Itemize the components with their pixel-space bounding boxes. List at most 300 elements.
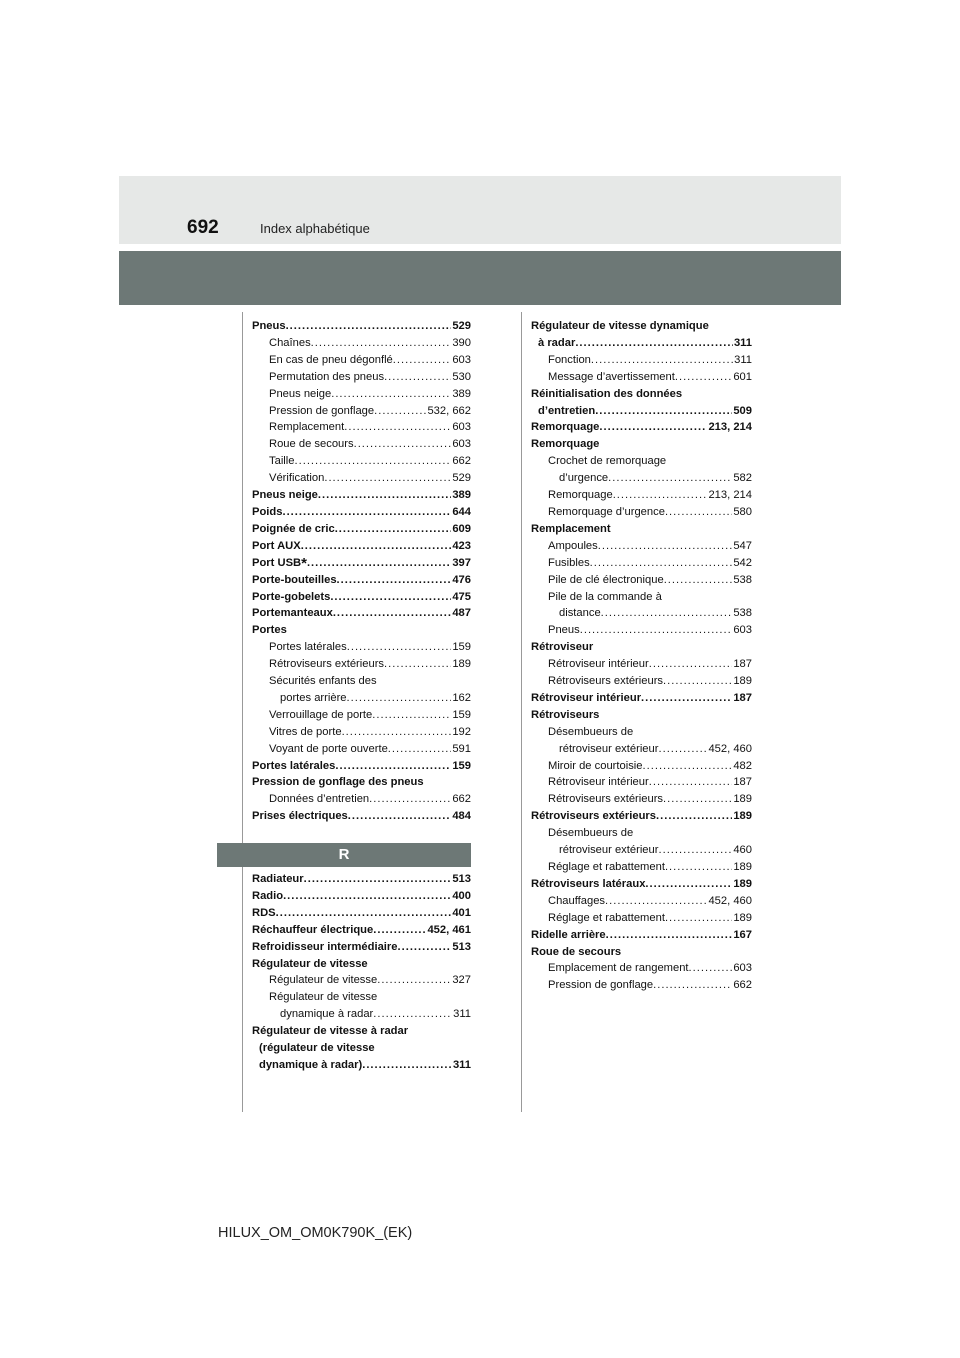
index-entry-page: 513 [452,940,471,953]
index-entry-label: dynamique à radar [280,1008,374,1021]
index-entry [531,825,752,842]
index-entry [531,538,752,555]
index-entry-page: 187 [733,776,752,789]
index-entry [531,504,752,521]
index-entry-label: dynamique à radar) [259,1058,363,1071]
leader-dots [658,842,732,859]
index-entry-label: Rétroviseur intérieur [548,658,649,671]
leader-dots [311,335,452,352]
leader-dots [658,741,707,758]
index-entry [252,791,471,808]
index-entry [531,572,752,589]
index-entry-page: 662 [733,979,752,992]
index-entry-label: Portes latérales [252,759,336,772]
index-entry-label: (régulateur de vitesse [259,1042,375,1055]
index-entry [531,436,752,453]
index-entry [252,724,471,741]
leader-dots [362,1057,452,1074]
index-entry-label: Rétroviseurs extérieurs [548,793,664,806]
index-entry-page: 162 [452,691,471,704]
index-entry-label: d’entretien [538,404,596,417]
index-entry-label: RDS [252,906,276,919]
index-entry: Port USB * ..... 397 [252,555,471,572]
leader-dots [580,622,733,639]
index-entry-page: 547 [733,539,752,552]
index-entry-page: 603 [733,624,752,637]
index-column-left-r [252,871,471,1074]
index-entry-page: 192 [452,725,471,738]
leader-dots [605,893,707,910]
index-entry [531,419,752,436]
index-entry-label: Réglage et rabattement [548,861,665,873]
index-entry-label: Rétroviseurs extérieurs [531,810,656,823]
index-entry-page: 603 [452,421,471,434]
index-entry-label: Miroir de courtoisie [548,759,643,772]
leader-dots [649,774,733,791]
leader-dots [641,690,732,707]
index-entry-page: 327 [452,974,471,987]
index-entry-label: Remplacement [269,421,345,434]
index-entry [531,910,752,927]
leader-dots [286,318,452,335]
index-entry-page: 311 [734,353,752,366]
index-entry [531,808,752,825]
index-entry-page: 582 [733,472,752,485]
index-entry-page: 187 [733,691,752,704]
index-entry-page: 189 [733,877,752,890]
leader-dots [689,960,733,977]
index-entry-page: 311 [452,1058,471,1071]
index-entry-page: 213, 214 [708,421,752,434]
index-entry [252,403,471,420]
index-entry-page: 189 [733,810,752,823]
leader-dots [601,605,733,622]
index-entry [252,888,471,905]
index-entry [531,741,752,758]
index-entry-label: Pression de gonflage [269,404,375,417]
leader-dots [344,419,451,436]
index-entry [531,690,752,707]
leader-dots [301,538,452,555]
index-entry-label: Ridelle arrière [531,928,606,941]
index-entry-page: 482 [733,759,752,772]
index-entry-label: Emplacement de rangement [548,962,689,975]
leader-dots [333,605,452,622]
index-column-right [531,318,752,994]
index-entry [252,335,471,352]
index-entry-page: 213, 214 [708,489,752,502]
index-entry-label: à radar [538,336,576,349]
index-entry [531,859,752,876]
index-entry-page: 189 [733,911,752,924]
index-entry-label: Sécurités enfants des [269,675,377,688]
index-entry-page: 609 [452,522,471,535]
index-entry [252,690,471,707]
leader-dots [347,690,452,707]
footer-document-code: HILUX_OM_OM0K790K_(EK) [218,1225,413,1241]
index-entry-page: 311 [453,1008,471,1021]
index-entry [252,521,471,538]
index-entry-label: Pression de gonflage des pneus [252,776,424,789]
index-entry-label: Pneus neige [252,489,318,502]
index-entry-page: 189 [733,793,752,806]
leader-dots [331,386,451,403]
index-entry-label: Rétroviseur [531,641,594,654]
index-entry-label: Message d’avertissement [548,370,675,383]
index-entry-label: Porte-bouteilles [252,573,337,586]
header-band [119,176,841,244]
leader-dots [324,470,451,487]
leader-dots [354,436,452,453]
index-entry-label: Chauffages [548,894,606,907]
index-entry-page: 400 [452,889,471,902]
index-entry-label: Verrouillage de porte [269,708,373,721]
index-entry-label: Réchauffeur électrique [252,923,374,936]
index-entry-page: 189 [733,861,752,873]
index-entry-label: Rétroviseurs extérieurs [548,675,664,688]
index-entry [531,758,752,775]
leader-dots [665,859,732,876]
index-entry [531,639,752,656]
index-entry-page: 603 [452,353,471,366]
index-entry-label: Prises électriques [252,810,348,823]
leader-dots [665,504,732,521]
index-entry [531,335,752,352]
leader-dots [663,673,732,690]
index-entry-page: 311 [733,336,752,349]
column-divider-right [521,312,522,1112]
leader-dots [664,572,733,589]
page-number: 692 [187,217,219,238]
index-entry [531,893,752,910]
index-entry [531,453,752,470]
index-entry-label: Remorquage [531,421,600,434]
index-entry-page: 591 [452,742,471,755]
index-entry-page: 538 [733,573,752,586]
leader-dots [384,656,451,673]
leader-dots [649,656,733,673]
leader-dots [347,639,452,656]
index-entry [252,318,471,335]
index-entry [252,504,471,521]
index-entry [252,352,471,369]
index-entry-label: portes arrière [280,691,347,704]
index-entry [252,922,471,939]
index-entry-label: Portemanteaux [252,607,333,620]
index-entry-page: 452, 460 [708,894,752,907]
index-entry-label: Réglage et rabattement [548,911,665,924]
leader-dots [645,876,732,893]
leader-dots [372,707,451,724]
index-column-left [252,318,471,825]
index-entry-page: 452, 461 [427,923,471,936]
leader-dots [335,521,452,538]
index-entry [531,960,752,977]
index-entry-label: Vitres de porte [269,725,342,738]
index-entry [531,386,752,403]
leader-dots [599,419,707,436]
index-entry [531,791,752,808]
index-entry-page: 487 [452,607,471,620]
index-entry-label: Désembueurs de [548,827,634,840]
index-entry [252,622,471,639]
index-entry [252,589,471,606]
index-entry-label: En cas de pneu dégonflé [269,353,393,366]
index-entry-label: Voyant de porte ouverte [269,742,388,755]
leader-dots [282,504,451,521]
leader-dots [591,352,733,369]
leader-dots [283,888,451,905]
index-entry [252,419,471,436]
index-entry-label: Port AUX [252,539,301,552]
index-entry [531,521,752,538]
index-entry-page: 475 [452,590,471,603]
index-entry-page: 401 [452,906,471,919]
leader-dots [643,758,733,775]
index-entry-label: Chaînes [269,336,311,349]
leader-dots [598,538,733,555]
leader-dots [398,939,452,956]
index-entry-page: 389 [452,387,471,400]
index-entry-page: 662 [452,793,471,806]
leader-dots [318,487,451,504]
index-entry-page: 189 [733,675,752,688]
index-entry-label: Pneus neige [269,387,332,400]
leader-dots [608,470,732,487]
leader-dots [373,922,426,939]
index-entry [252,453,471,470]
index-entry-label: Rétroviseur intérieur [531,691,642,704]
index-entry-label: d’urgence [559,472,609,485]
index-entry [531,589,752,606]
index-entry-label: Régulateur de vitesse à radar [252,1025,409,1038]
index-entry [531,673,752,690]
index-entry [252,639,471,656]
leader-dots [665,910,732,927]
index-entry-label: Pile de la commande à [548,590,662,603]
index-entry [531,622,752,639]
index-entry [252,369,471,386]
index-entry-label: Régulateur de vitesse [269,974,378,987]
index-entry [531,656,752,673]
index-entry-label: Portes [252,624,287,637]
index-entry-label: Remplacement [531,522,611,535]
index-entry-label: Permutation des pneus [269,370,385,383]
leader-dots [369,791,451,808]
index-entry-page: 159 [452,708,471,721]
index-entry-page: 189 [452,658,471,671]
index-entry [252,538,471,555]
index-entry-label: Remorquage [531,438,600,451]
index-entry-page: 397 [452,556,471,569]
leader-dots [276,905,452,922]
leader-dots [595,403,732,420]
section-title: Index alphabétique [260,221,370,236]
index-entry [252,774,471,791]
index-entry-label: Régulateur de vitesse [269,991,378,1004]
index-entry-page: 542 [733,556,752,569]
index-entry-page: 603 [452,438,471,451]
index-entry [252,989,471,1006]
index-entry-label: Poids [252,505,283,518]
index-entry-label: Pression de gonflage [548,979,654,992]
index-entry-page: 187 [733,658,752,671]
index-entry-label: Roue de secours [269,438,354,451]
index-entry [252,1023,471,1040]
index-entry [252,972,471,989]
leader-dots [590,555,733,572]
index-entry [252,1040,471,1057]
index-entry-label: Fusibles [548,556,590,569]
index-entry-label: Refroidisseur intermédiaire [252,940,398,953]
index-entry-page: 484 [452,810,471,823]
index-entry [531,724,752,741]
index-entry [252,707,471,724]
index-entry [252,673,471,690]
leader-dots [656,808,732,825]
index-entry-label: Taille [269,455,295,468]
index-entry-label: Régulateur de vitesse [252,957,368,970]
index-entry [531,876,752,893]
index-entry-page: 601 [733,370,752,383]
index-entry-page: 513 [452,873,471,885]
index-entry-label: Rétroviseurs [531,708,600,721]
index-entry [252,871,471,888]
index-entry-label: Roue de secours [531,945,622,958]
index-entry [252,905,471,922]
index-entry-label: Réinitialisation des données [531,387,683,400]
index-entry-label: distance [559,607,601,620]
leader-dots [393,352,452,369]
index-entry-label: Remorquage d’urgence [548,505,665,518]
leader-dots [337,572,452,589]
index-entry-page: 452, 460 [708,742,752,755]
index-entry-page: 167 [733,928,752,941]
index-entry [531,774,752,791]
index-entry-page: 390 [452,336,471,349]
index-entry [252,436,471,453]
index-entry-label: Remorquage [548,489,613,502]
leader-dots [377,972,451,989]
index-entry [531,842,752,859]
index-entry-label: Vérification [269,472,325,485]
index-entry-page: 644 [452,505,471,518]
index-entry [531,352,752,369]
index-entry [531,977,752,994]
index-entry [252,808,471,825]
index-entry [531,318,752,335]
dark-band [119,251,841,305]
leader-dots [613,487,708,504]
leader-dots [295,453,452,470]
index-entry-label: Rétroviseurs extérieurs [269,658,385,671]
index-entry [531,605,752,622]
letter-section-r: R [217,843,471,867]
leader-dots [575,335,733,352]
index-entry [252,656,471,673]
index-entry-label: Portes latérales [269,641,347,654]
index-entry-page: 460 [733,844,752,857]
index-entry-label: rétroviseur extérieur [559,742,659,755]
index-entry-label: Crochet de remorquage [548,455,667,468]
index-entry-label: Pneus [252,320,286,332]
index-entry [531,470,752,487]
leader-dots [388,741,452,758]
index-entry-page: 529 [452,472,471,485]
index-entry-label: Ampoules [548,539,598,552]
index-entry-label: rétroviseur extérieur [559,844,659,857]
leader-dots [606,927,733,944]
index-entry-page: 529 [452,320,471,332]
index-entry [252,605,471,622]
leader-dots [384,369,451,386]
index-entry-label: Port USB [252,556,302,569]
index-entry-label: Désembueurs de [548,725,634,738]
index-entry [252,1057,471,1074]
index-entry [531,944,752,961]
index-entry [252,572,471,589]
index-entry-page: 389 [452,489,471,502]
index-entry-label: Pneus [548,624,580,637]
leader-dots [307,555,451,572]
index-entry-page: 509 [733,404,752,417]
index-entry [531,707,752,724]
leader-dots [342,724,452,741]
index-entry [531,555,752,572]
leader-dots [374,403,426,420]
index-entry-page: 159 [452,641,471,654]
leader-dots [304,871,452,888]
leader-dots [675,369,732,386]
index-entry-label: Radiateur [252,873,304,885]
leader-dots [653,977,732,994]
leader-dots [348,808,452,825]
index-entry-label: Porte-gobelets [252,590,331,603]
index-entry-page: 603 [733,962,752,975]
leader-dots [330,589,451,606]
index-entry-page: 476 [452,573,471,586]
index-entry-label: Pile de clé électronique [548,573,664,586]
index-entry [531,369,752,386]
leader-dots [373,1006,452,1023]
index-entry-page: 538 [733,607,752,620]
index-entry [531,487,752,504]
index-entry-page: 530 [452,370,471,383]
index-entry [531,403,752,420]
index-entry-label: Fonction [548,353,591,366]
index-entry [252,386,471,403]
index-entry-page: 580 [733,505,752,518]
index-entry [252,939,471,956]
index-entry-label: Données d’entretien [269,793,370,806]
index-entry-page: 159 [452,759,471,772]
index-entry [531,927,752,944]
index-entry-page: 423 [452,539,471,552]
index-entry-label: Poignée de cric [252,522,335,535]
index-entry [252,956,471,973]
index-entry [252,1006,471,1023]
index-entry-label: Rétroviseurs latéraux [531,877,646,890]
column-divider-left [242,312,243,1112]
leader-dots [663,791,732,808]
index-entry-label: Radio [252,889,284,902]
index-entry [252,758,471,775]
index-entry [252,741,471,758]
index-entry-label: Régulateur de vitesse dynamique [531,320,709,332]
index-entry [252,470,471,487]
index-entry-page: 532, 662 [427,404,471,417]
leader-dots [335,758,451,775]
